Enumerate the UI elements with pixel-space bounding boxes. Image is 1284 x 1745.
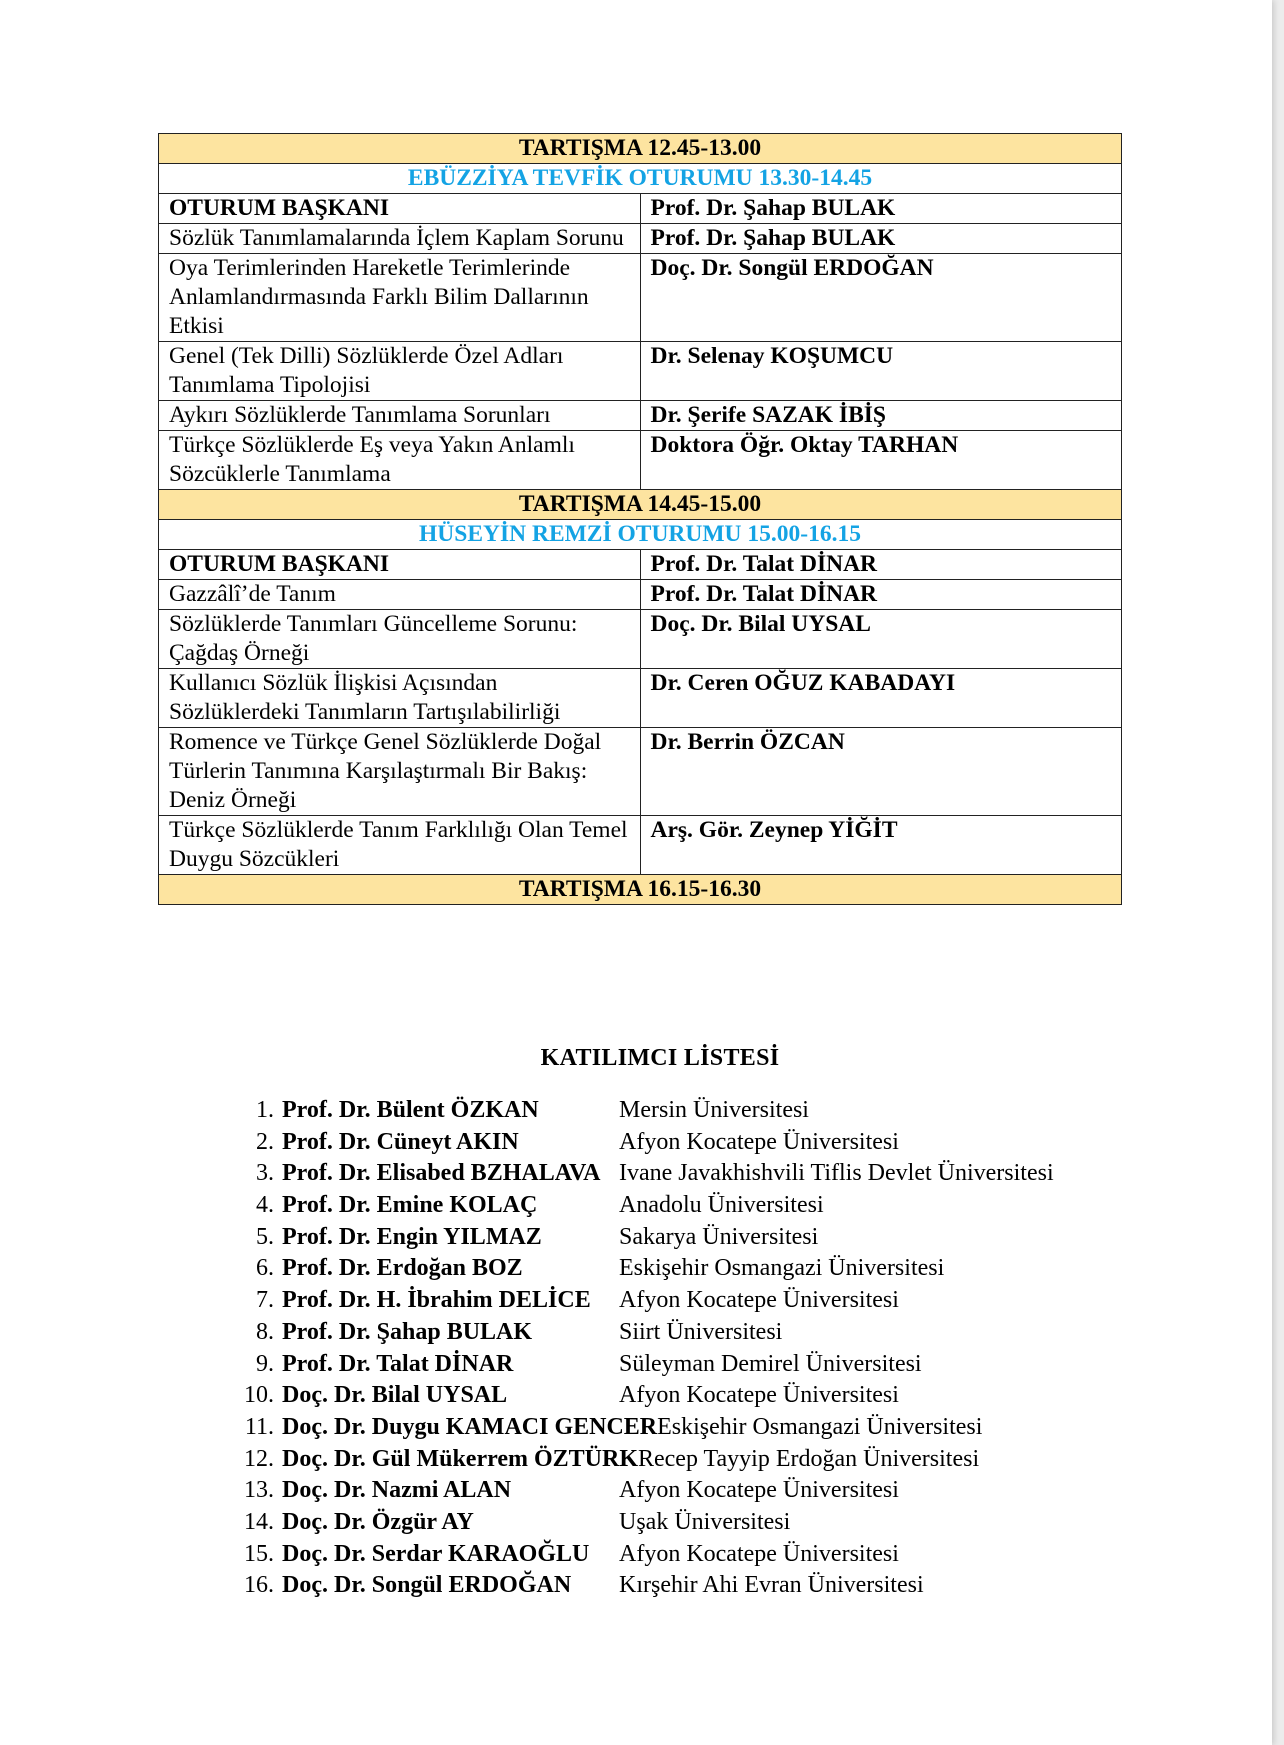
participant-number: 13.: [244, 1477, 274, 1504]
participant-university: Sakarya Üniversitesi: [619, 1223, 819, 1250]
participant-item: [230, 1285, 1054, 1317]
participant-item: [230, 1095, 1054, 1127]
participant-university: Süleyman Demirel Üniversitesi: [619, 1350, 922, 1377]
speaker-name: Dr. Berrin ÖZCAN: [640, 728, 1122, 816]
discussion-row: [159, 490, 1122, 520]
participant-number: 15.: [244, 1540, 274, 1567]
participant-university: Afyon Kocatepe Üniversitesi: [619, 1540, 899, 1567]
participant-name: Prof. Dr. Elisabed BZHALAVA: [282, 1160, 601, 1187]
participant-name: Prof. Dr. Engin YILMAZ: [282, 1223, 542, 1250]
session-chair-row: [159, 550, 1122, 580]
participant-number: 14.: [244, 1508, 274, 1535]
participant-name: Doç. Dr. Özgür AY: [282, 1508, 474, 1535]
speaker-name: Dr. Şerife SAZAK İBİŞ: [640, 401, 1122, 431]
discussion-row: [159, 875, 1122, 905]
participant-item: [230, 1222, 1054, 1254]
chair-name: Prof. Dr. Talat DİNAR: [640, 550, 1122, 580]
participant-name: Doç. Dr. Nazmi ALAN: [282, 1477, 512, 1504]
talk-title: Kullanıcı Sözlük İlişkisi Açısından Sözlüklerdeki Tanımların Tartışılabilirliği: [159, 669, 641, 728]
participant-item: [230, 1444, 1054, 1476]
participant-number: 5.: [256, 1223, 274, 1250]
participant-item: [230, 1349, 1054, 1381]
participant-number: 9.: [256, 1350, 274, 1377]
participant-name: Doç. Dr. Serdar KARAOĞLU: [282, 1540, 590, 1567]
participant-number: 8.: [256, 1318, 274, 1345]
program-schedule-table: [158, 133, 1122, 905]
talk-title: Sözlüklerde Tanımları Güncelleme Sorunu: Çağdaş Örneği: [159, 610, 641, 669]
discussion-time: TARTIŞMA 12.45-13.00: [159, 134, 1122, 164]
talk-title: Oya Terimlerinden Hareketle Terimlerinde Anlamlandırmasında Farklı Bilim Dallarının Etkisi: [159, 254, 641, 342]
session-title: EBÜZZİYA TEVFİK OTURUMU 13.30-14.45: [159, 164, 1122, 194]
speaker-name: Doç. Dr. Bilal UYSAL: [640, 610, 1122, 669]
chair-label: OTURUM BAŞKANI: [159, 194, 641, 224]
participant-university: Eskişehir Osmangazi Üniversitesi: [657, 1413, 983, 1440]
session-title-row: [159, 164, 1122, 194]
participant-item: [230, 1190, 1054, 1222]
talk-row: [159, 610, 1122, 669]
participant-item: [230, 1317, 1054, 1349]
talk-row: [159, 728, 1122, 816]
discussion-time: TARTIŞMA 14.45-15.00: [159, 490, 1122, 520]
talk-row: [159, 254, 1122, 342]
speaker-name: Arş. Gör. Zeynep YİĞİT: [640, 816, 1122, 875]
session-title: HÜSEYİN REMZİ OTURUMU 15.00-16.15: [159, 520, 1122, 550]
participant-university: Afyon Kocatepe Üniversitesi: [619, 1128, 899, 1155]
participant-name: Prof. Dr. Talat DİNAR: [282, 1350, 514, 1377]
participant-university: Uşak Üniversitesi: [619, 1508, 791, 1535]
talk-title: Sözlük Tanımlamalarında İçlem Kaplam Sorunu: [159, 224, 641, 254]
talk-row: [159, 431, 1122, 490]
participant-list-title: KATILIMCI LİSTESİ: [540, 1045, 780, 1071]
speaker-name: Doktora Öğr. Oktay TARHAN: [640, 431, 1122, 490]
participant-item: [230, 1507, 1054, 1539]
participant-name: Prof. Dr. Şahap BULAK: [282, 1318, 533, 1345]
participant-number: 16.: [244, 1572, 274, 1599]
talk-row: [159, 580, 1122, 610]
participant-number: 7.: [256, 1287, 274, 1314]
participant-name: Prof. Dr. Emine KOLAÇ: [282, 1192, 538, 1219]
participant-name: Doç. Dr. Gül Mükerrem ÖZTÜRK: [282, 1445, 638, 1472]
participant-item: [230, 1475, 1054, 1507]
participant-number: 4.: [256, 1192, 274, 1219]
participant-number: 12.: [244, 1445, 274, 1472]
participant-university: Ivane Javakhishvili Tiflis Devlet Üniversitesi: [619, 1160, 1054, 1187]
participant-name: Doç. Dr. Duygu KAMACI GENCER: [282, 1413, 658, 1440]
participant-university: Kırşehir Ahi Evran Üniversitesi: [619, 1572, 924, 1599]
participant-number: 10.: [244, 1382, 274, 1409]
session-chair-row: [159, 194, 1122, 224]
participant-number: 6.: [256, 1255, 274, 1282]
talk-title: Genel (Tek Dilli) Sözlüklerde Özel Adları Tanımlama Tipolojisi: [159, 342, 641, 401]
participant-university: Siirt Üniversitesi: [619, 1318, 783, 1345]
participant-university: Anadolu Üniversitesi: [619, 1192, 824, 1219]
participant-item: [230, 1127, 1054, 1159]
participant-name: Prof. Dr. H. İbrahim DELİCE: [282, 1287, 591, 1314]
talk-row: [159, 401, 1122, 431]
participant-number: 11.: [244, 1413, 274, 1440]
speaker-name: Dr. Ceren OĞUZ KABADAYI: [640, 669, 1122, 728]
participant-item: [230, 1253, 1054, 1285]
talk-title: Türkçe Sözlüklerde Eş veya Yakın Anlamlı Sözcüklerle Tanımlama: [159, 431, 641, 490]
participant-university: Eskişehir Osmangazi Üniversitesi: [619, 1255, 945, 1282]
chair-name: Prof. Dr. Şahap BULAK: [640, 194, 1122, 224]
participant-name: Doç. Dr. Songül ERDOĞAN: [282, 1572, 572, 1599]
participant-item: [230, 1158, 1054, 1190]
participant-name: Prof. Dr. Bülent ÖZKAN: [282, 1097, 539, 1123]
talk-row: [159, 342, 1122, 401]
participant-item: [230, 1412, 1054, 1444]
discussion-time: TARTIŞMA 16.15-16.30: [159, 875, 1122, 905]
speaker-name: Doç. Dr. Songül ERDOĞAN: [640, 254, 1122, 342]
speaker-name: Dr. Selenay KOŞUMCU: [640, 342, 1122, 401]
participant-number: 3.: [256, 1160, 274, 1187]
participant-university: Afyon Kocatepe Üniversitesi: [619, 1382, 899, 1409]
talk-row: [159, 816, 1122, 875]
participant-name: Prof. Dr. Cüneyt AKIN: [282, 1128, 519, 1155]
talk-row: [159, 224, 1122, 254]
participant-number: 1.: [256, 1097, 274, 1123]
session-title-row: [159, 520, 1122, 550]
speaker-name: Prof. Dr. Talat DİNAR: [640, 580, 1122, 610]
talk-title: Aykırı Sözlüklerde Tanımlama Sorunları: [159, 401, 641, 431]
talk-title: Türkçe Sözlüklerde Tanım Farklılığı Olan Temel Duygu Sözcükleri: [159, 816, 641, 875]
participant-item: [230, 1570, 1054, 1602]
discussion-row: [159, 134, 1122, 164]
speaker-name: Prof. Dr. Şahap BULAK: [640, 224, 1122, 254]
participant-item: [230, 1380, 1054, 1412]
participant-university: Recep Tayyip Erdoğan Üniversitesi: [637, 1445, 980, 1472]
participant-name: Doç. Dr. Bilal UYSAL: [282, 1382, 508, 1409]
participant-item: [230, 1539, 1054, 1571]
chair-label: OTURUM BAŞKANI: [159, 550, 641, 580]
participant-number: 2.: [256, 1128, 274, 1155]
participant-university: Afyon Kocatepe Üniversitesi: [619, 1477, 899, 1504]
participant-university: Afyon Kocatepe Üniversitesi: [619, 1287, 899, 1314]
talk-row: [159, 669, 1122, 728]
talk-title: Gazzâlî’de Tanım: [159, 580, 641, 610]
participant-name: Prof. Dr. Erdoğan BOZ: [282, 1255, 523, 1282]
participant-list: [230, 1095, 1054, 1602]
participant-university: Mersin Üniversitesi: [619, 1097, 809, 1123]
talk-title: Romence ve Türkçe Genel Sözlüklerde Doğal Türlerin Tanımına Karşılaştırmalı Bir Bakış: Deniz Örneği: [159, 728, 641, 816]
